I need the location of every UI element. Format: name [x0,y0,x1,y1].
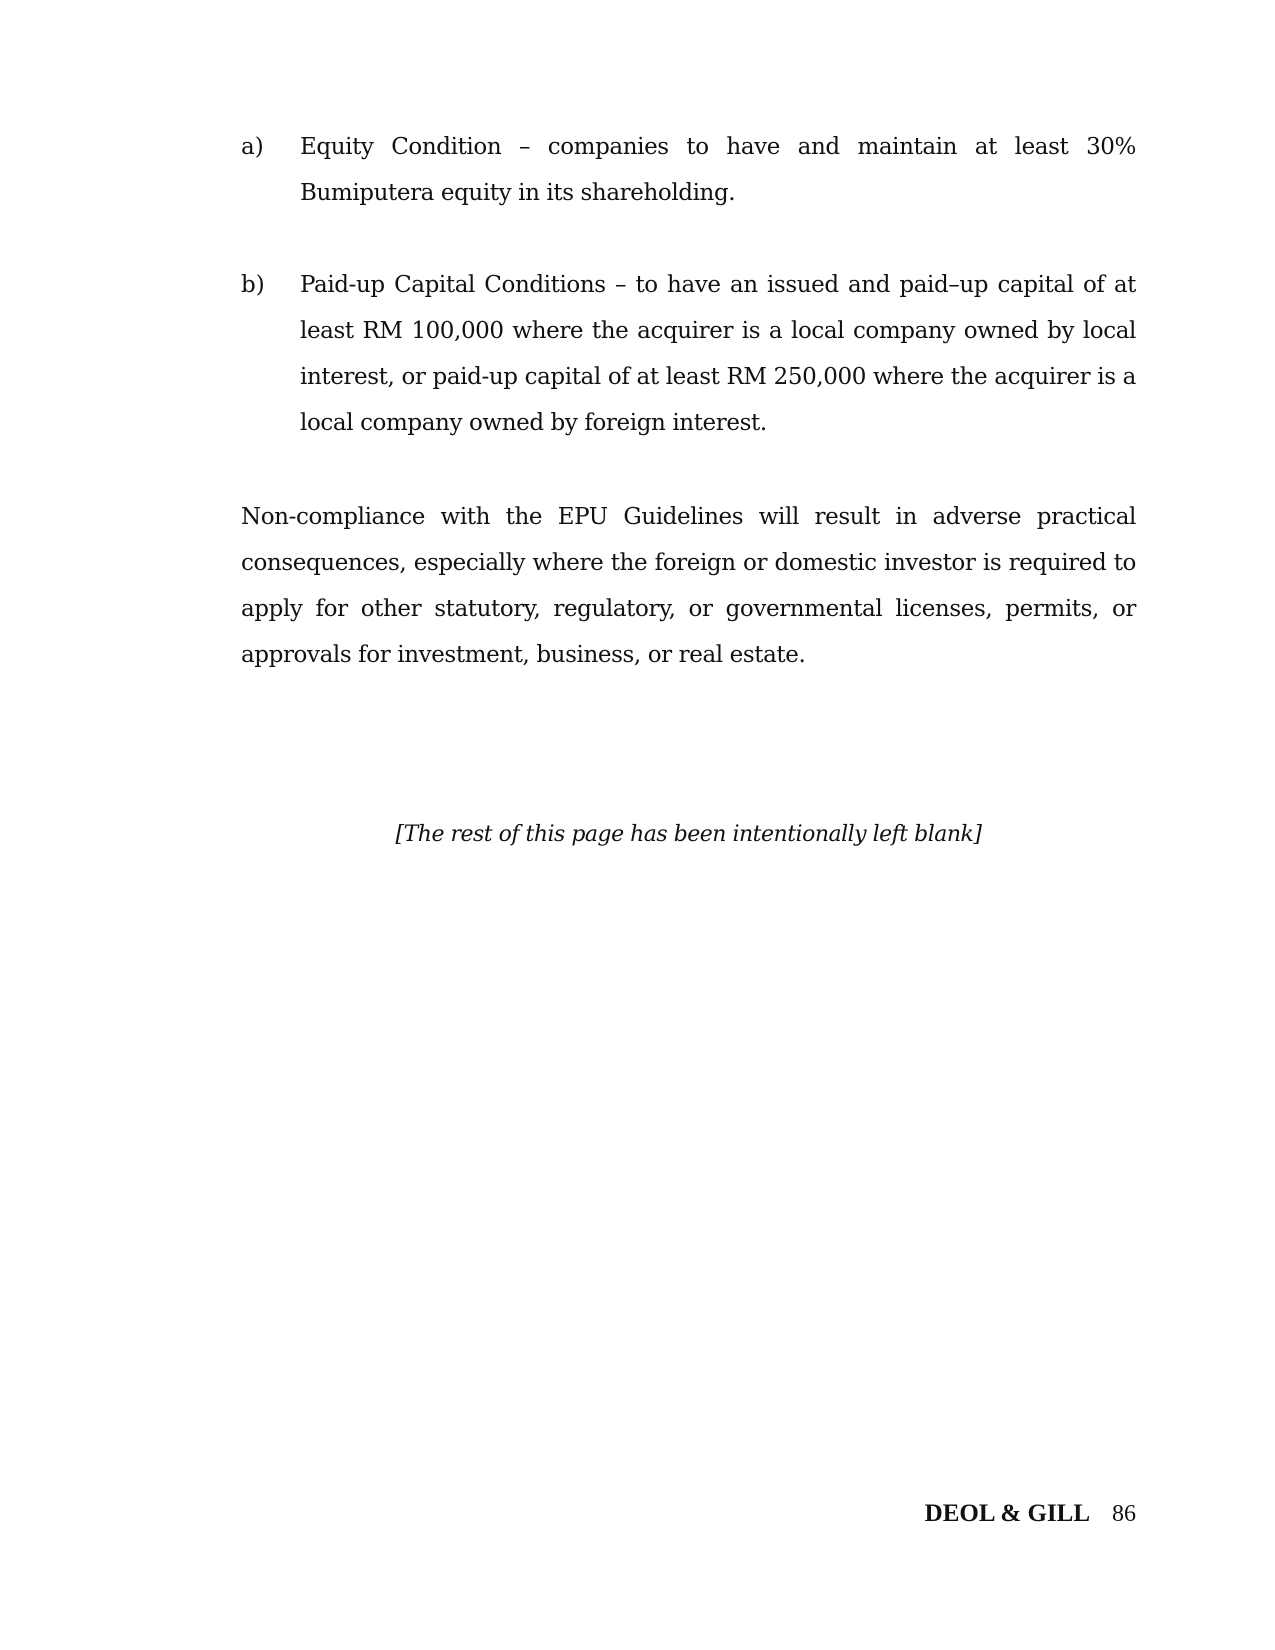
firm-name: DEOL & GILL [924,1500,1090,1527]
list-item-equity-condition [241,124,1136,216]
list-marker: a) [241,134,264,160]
body-paragraph: Non-compliance with the EPU Guidelines will result in adverse practical consequences, especially where the foreign or domestic investor is required to apply for other statutory, regulatory, or governmental licenses, permits, or approvals for investment, business, or real estate. [241,504,1136,668]
list-item-paid-up-capital [241,262,1136,446]
list-item-text: Paid-up Capital Conditions – to have an issued and paid–up capital of at least RM 100,000 where the acquirer is a local company owned by local interest, or paid-up capital of at least RM 250,000 where the acquirer is a local company owned by foreign interest. [300,272,1136,436]
list-marker: b) [241,272,265,298]
page-number: 86 [1112,1501,1136,1527]
page-footer [925,1500,1136,1528]
list-item-text: Equity Condition – companies to have and maintain at least 30% Bumiputera equity in its shareholding. [300,134,1136,206]
intentionally-blank-note: [The rest of this page has been intentionally left blank] [395,822,982,847]
